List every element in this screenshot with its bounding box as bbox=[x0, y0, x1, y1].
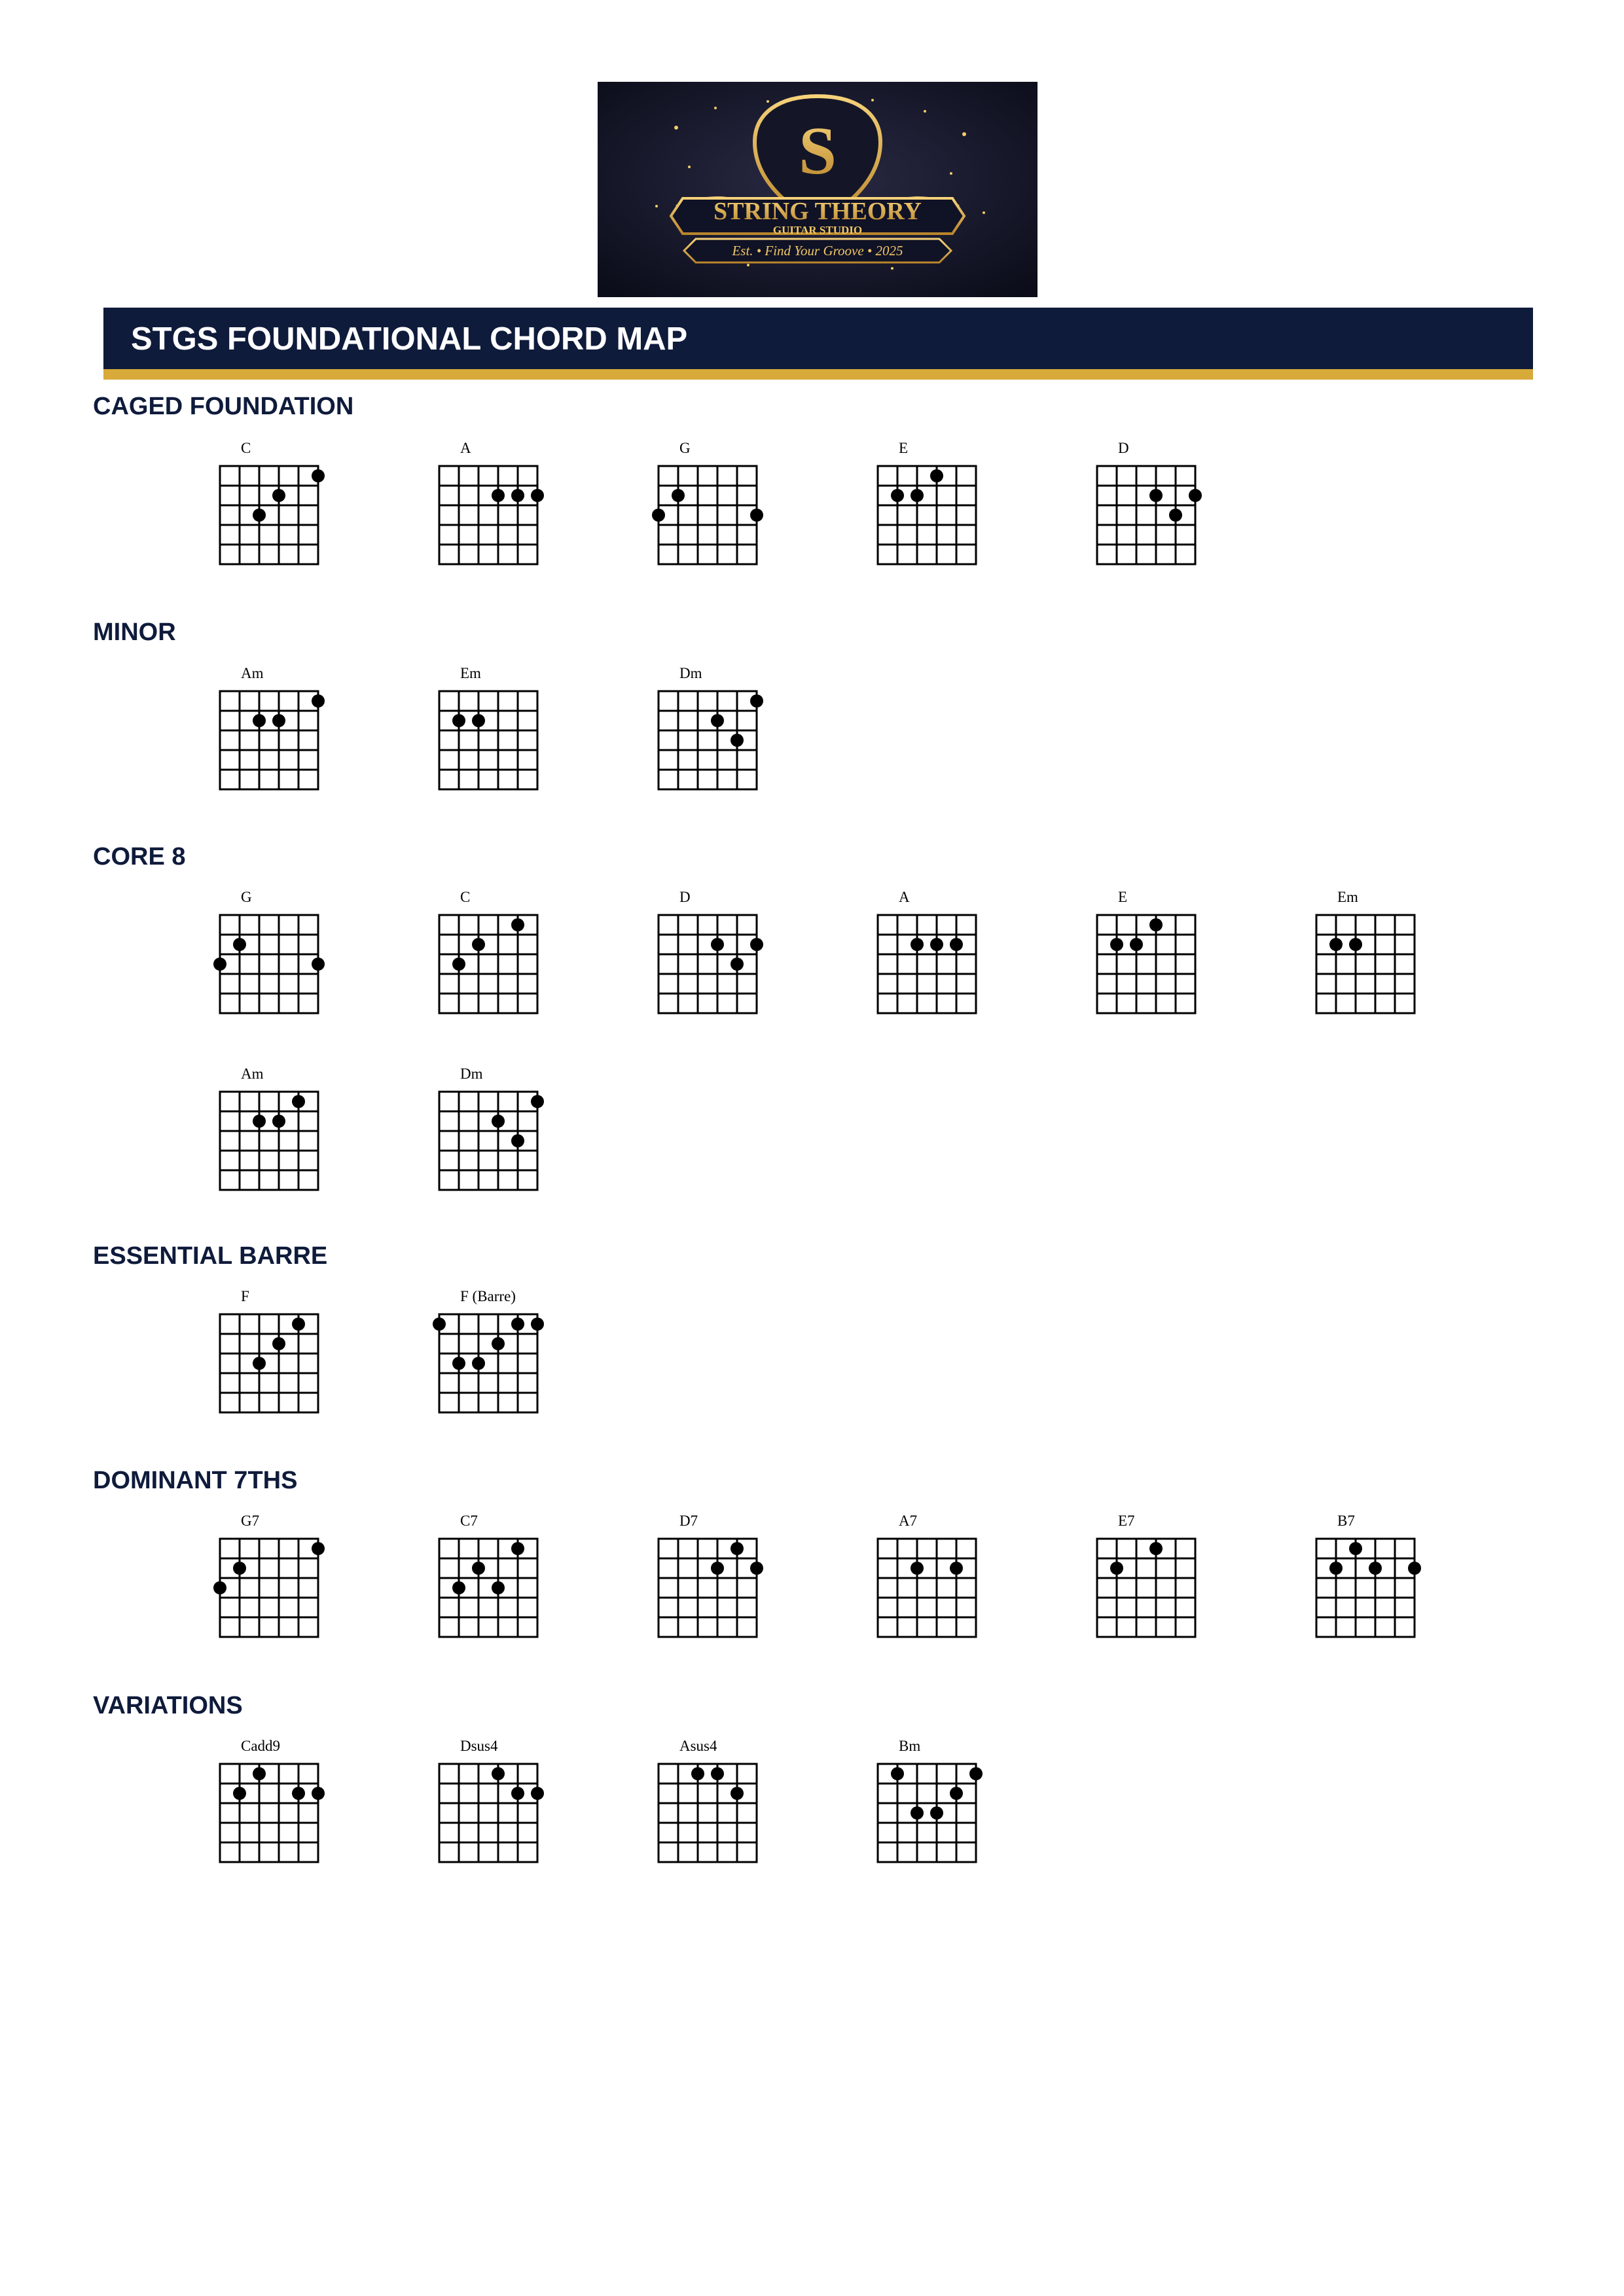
chord-name: Asus4 bbox=[679, 1738, 717, 1754]
fretboard-grid bbox=[438, 1537, 539, 1638]
finger-dot bbox=[930, 1806, 943, 1820]
fretboard-grid bbox=[219, 1313, 319, 1414]
logo-name: STRING THEORY bbox=[713, 198, 922, 225]
finger-dot bbox=[452, 1581, 465, 1594]
finger-dot bbox=[531, 1318, 544, 1331]
finger-dot bbox=[472, 714, 485, 727]
finger-dot bbox=[452, 958, 465, 971]
chord-name: Dm bbox=[460, 1066, 483, 1082]
finger-dot bbox=[930, 938, 943, 951]
chord-name: G bbox=[679, 440, 691, 456]
fretboard-grid bbox=[219, 914, 319, 1014]
finger-dot bbox=[1349, 1542, 1362, 1555]
chord-name: F bbox=[241, 1288, 249, 1304]
chord-diagram bbox=[876, 1738, 1047, 1890]
section-heading-essential-barre: ESSENTIAL BARRE bbox=[93, 1242, 328, 1270]
chord-name: G7 bbox=[241, 1513, 260, 1529]
finger-dot bbox=[1189, 489, 1202, 502]
chord-diagram bbox=[1315, 1513, 1485, 1665]
finger-dot bbox=[731, 1787, 744, 1800]
finger-dot bbox=[272, 714, 285, 727]
chord-diagram bbox=[438, 1513, 608, 1665]
chord-name: Cadd9 bbox=[241, 1738, 281, 1754]
chord-diagram bbox=[1315, 889, 1485, 1041]
chord-name: D7 bbox=[679, 1513, 698, 1529]
finger-dot bbox=[652, 509, 665, 522]
finger-dot bbox=[1149, 918, 1163, 931]
logo-subtitle: GUITAR STUDIO bbox=[772, 224, 863, 236]
finger-dot bbox=[711, 938, 724, 951]
finger-dot bbox=[950, 1787, 963, 1800]
fretboard-grid bbox=[1096, 914, 1197, 1014]
finger-dot bbox=[750, 938, 763, 951]
finger-dot bbox=[711, 1767, 724, 1780]
page-title: STGS FOUNDATIONAL CHORD MAP bbox=[131, 321, 688, 357]
finger-dot bbox=[511, 1134, 524, 1147]
chord-name: B7 bbox=[1337, 1513, 1355, 1529]
finger-dot bbox=[472, 938, 485, 951]
fretboard-grid bbox=[438, 1763, 539, 1863]
finger-dot bbox=[472, 1562, 485, 1575]
chord-diagram bbox=[1096, 440, 1266, 592]
chord-name: A bbox=[460, 440, 471, 456]
chord-name: Em bbox=[1337, 889, 1358, 905]
finger-dot bbox=[911, 489, 924, 502]
finger-dot bbox=[272, 1115, 285, 1128]
finger-dot bbox=[911, 1806, 924, 1820]
finger-dot bbox=[452, 1357, 465, 1370]
finger-dot bbox=[233, 938, 246, 951]
chord-name: E bbox=[899, 440, 909, 456]
chord-diagram bbox=[438, 1738, 608, 1890]
chord-diagram bbox=[438, 889, 608, 1041]
finger-dot bbox=[1130, 938, 1143, 951]
chord-name: Dsus4 bbox=[460, 1738, 498, 1754]
finger-dot bbox=[891, 489, 904, 502]
finger-dot bbox=[253, 509, 266, 522]
chord-name: C bbox=[460, 889, 471, 905]
fretboard-grid bbox=[657, 914, 758, 1014]
fretboard-grid bbox=[219, 1537, 319, 1638]
chord-diagram bbox=[657, 1738, 827, 1890]
fretboard-grid bbox=[657, 1537, 758, 1638]
finger-dot bbox=[272, 1337, 285, 1350]
finger-dot bbox=[233, 1562, 246, 1575]
finger-dot bbox=[511, 489, 524, 502]
chord-diagram bbox=[219, 1288, 389, 1441]
fretboard-grid bbox=[657, 690, 758, 791]
fretboard-grid bbox=[219, 465, 319, 565]
finger-dot bbox=[312, 958, 325, 971]
finger-dot bbox=[891, 1767, 904, 1780]
fretboard-grid bbox=[876, 1537, 977, 1638]
fretboard-grid bbox=[438, 465, 539, 565]
finger-dot bbox=[731, 734, 744, 747]
chord-name: Am bbox=[241, 1066, 264, 1082]
finger-dot bbox=[492, 1581, 505, 1594]
finger-dot bbox=[672, 489, 685, 502]
finger-dot bbox=[1408, 1562, 1421, 1575]
chord-name: C7 bbox=[460, 1513, 478, 1529]
fretboard-grid bbox=[657, 465, 758, 565]
finger-dot bbox=[253, 1357, 266, 1370]
chord-name: A bbox=[899, 889, 910, 905]
chord-diagram bbox=[219, 440, 389, 592]
section-heading-core-8: CORE 8 bbox=[93, 843, 186, 870]
chord-name: D bbox=[679, 889, 691, 905]
chord-diagram bbox=[438, 1066, 608, 1218]
finger-dot bbox=[1110, 1562, 1123, 1575]
finger-dot bbox=[312, 469, 325, 482]
chord-name: E7 bbox=[1118, 1513, 1135, 1529]
finger-dot bbox=[253, 1767, 266, 1780]
chord-diagram bbox=[657, 440, 827, 592]
finger-dot bbox=[233, 1787, 246, 1800]
chord-diagram bbox=[438, 665, 608, 817]
finger-dot bbox=[213, 1581, 226, 1594]
banner-accent-bar bbox=[103, 369, 1533, 380]
chord-name: Am bbox=[241, 665, 264, 681]
logo-tagline: Est. • Find Your Groove • 2025 bbox=[732, 243, 903, 259]
fretboard-grid bbox=[1315, 1537, 1416, 1638]
finger-dot bbox=[1110, 938, 1123, 951]
finger-dot bbox=[492, 1767, 505, 1780]
fretboard-grid bbox=[219, 690, 319, 791]
fretboard-grid bbox=[876, 465, 977, 565]
finger-dot bbox=[711, 1562, 724, 1575]
chord-diagram bbox=[219, 665, 389, 817]
finger-dot bbox=[312, 1542, 325, 1555]
finger-dot bbox=[1149, 1542, 1163, 1555]
finger-dot bbox=[452, 714, 465, 727]
finger-dot bbox=[511, 1542, 524, 1555]
chord-diagram bbox=[657, 889, 827, 1041]
chord-diagram bbox=[1096, 1513, 1266, 1665]
finger-dot bbox=[253, 714, 266, 727]
chord-diagram bbox=[438, 440, 608, 592]
finger-dot bbox=[969, 1767, 983, 1780]
title-banner bbox=[103, 308, 1533, 369]
finger-dot bbox=[1329, 938, 1343, 951]
section-heading-caged-foundation: CAGED FOUNDATION bbox=[93, 393, 354, 420]
chord-name: Em bbox=[460, 665, 481, 681]
finger-dot bbox=[1169, 509, 1182, 522]
finger-dot bbox=[472, 1357, 485, 1370]
section-heading-variations: VARIATIONS bbox=[93, 1692, 243, 1719]
finger-dot bbox=[312, 694, 325, 708]
finger-dot bbox=[433, 1318, 446, 1331]
fretboard-grid bbox=[438, 1090, 539, 1191]
finger-dot bbox=[511, 1318, 524, 1331]
finger-dot bbox=[911, 938, 924, 951]
fretboard-grid bbox=[1315, 914, 1416, 1014]
svg-text:S: S bbox=[799, 113, 837, 188]
finger-dot bbox=[312, 1787, 325, 1800]
fretboard-grid bbox=[438, 690, 539, 791]
finger-dot bbox=[950, 938, 963, 951]
chord-name: Dm bbox=[679, 665, 702, 681]
fretboard-grid bbox=[657, 1763, 758, 1863]
finger-dot bbox=[731, 1542, 744, 1555]
finger-dot bbox=[1329, 1562, 1343, 1575]
finger-dot bbox=[1149, 489, 1163, 502]
finger-dot bbox=[691, 1767, 704, 1780]
finger-dot bbox=[1349, 938, 1362, 951]
chord-diagram bbox=[438, 1288, 608, 1441]
chord-diagram bbox=[876, 1513, 1047, 1665]
finger-dot bbox=[511, 918, 524, 931]
fretboard-grid bbox=[438, 1313, 539, 1414]
chord-name: A7 bbox=[899, 1513, 918, 1529]
chord-name: Bm bbox=[899, 1738, 921, 1754]
finger-dot bbox=[253, 1115, 266, 1128]
chord-name: E bbox=[1118, 889, 1128, 905]
finger-dot bbox=[531, 489, 544, 502]
fretboard-grid bbox=[876, 914, 977, 1014]
chord-name: F (Barre) bbox=[460, 1288, 516, 1304]
chord-diagram bbox=[219, 889, 389, 1041]
chord-diagram bbox=[219, 1513, 389, 1665]
section-heading-dominant-7ths: DOMINANT 7THS bbox=[93, 1467, 298, 1494]
finger-dot bbox=[531, 1095, 544, 1108]
chord-diagram bbox=[657, 665, 827, 817]
finger-dot bbox=[531, 1787, 544, 1800]
finger-dot bbox=[750, 1562, 763, 1575]
finger-dot bbox=[492, 1337, 505, 1350]
chord-diagram bbox=[657, 1513, 827, 1665]
finger-dot bbox=[272, 489, 285, 502]
finger-dot bbox=[492, 489, 505, 502]
finger-dot bbox=[292, 1095, 305, 1108]
finger-dot bbox=[950, 1562, 963, 1575]
chord-diagram bbox=[219, 1738, 389, 1890]
finger-dot bbox=[292, 1787, 305, 1800]
section-heading-minor: MINOR bbox=[93, 619, 176, 646]
finger-dot bbox=[492, 1115, 505, 1128]
chord-name: G bbox=[241, 889, 252, 905]
fretboard-grid bbox=[438, 914, 539, 1014]
finger-dot bbox=[711, 714, 724, 727]
chord-diagram bbox=[219, 1066, 389, 1218]
finger-dot bbox=[750, 694, 763, 708]
chord-name: C bbox=[241, 440, 251, 456]
finger-dot bbox=[930, 469, 943, 482]
studio-logo bbox=[598, 82, 1038, 297]
finger-dot bbox=[1369, 1562, 1382, 1575]
finger-dot bbox=[511, 1787, 524, 1800]
finger-dot bbox=[750, 509, 763, 522]
fretboard-grid bbox=[219, 1090, 319, 1191]
fretboard-grid bbox=[1096, 465, 1197, 565]
finger-dot bbox=[911, 1562, 924, 1575]
chord-diagram bbox=[1096, 889, 1266, 1041]
chord-name: D bbox=[1118, 440, 1129, 456]
fretboard-grid bbox=[219, 1763, 319, 1863]
chord-diagram bbox=[876, 440, 1047, 592]
finger-dot bbox=[292, 1318, 305, 1331]
finger-dot bbox=[213, 958, 226, 971]
finger-dot bbox=[731, 958, 744, 971]
chord-diagram bbox=[876, 889, 1047, 1041]
fretboard-grid bbox=[876, 1763, 977, 1863]
fretboard-grid bbox=[1096, 1537, 1197, 1638]
